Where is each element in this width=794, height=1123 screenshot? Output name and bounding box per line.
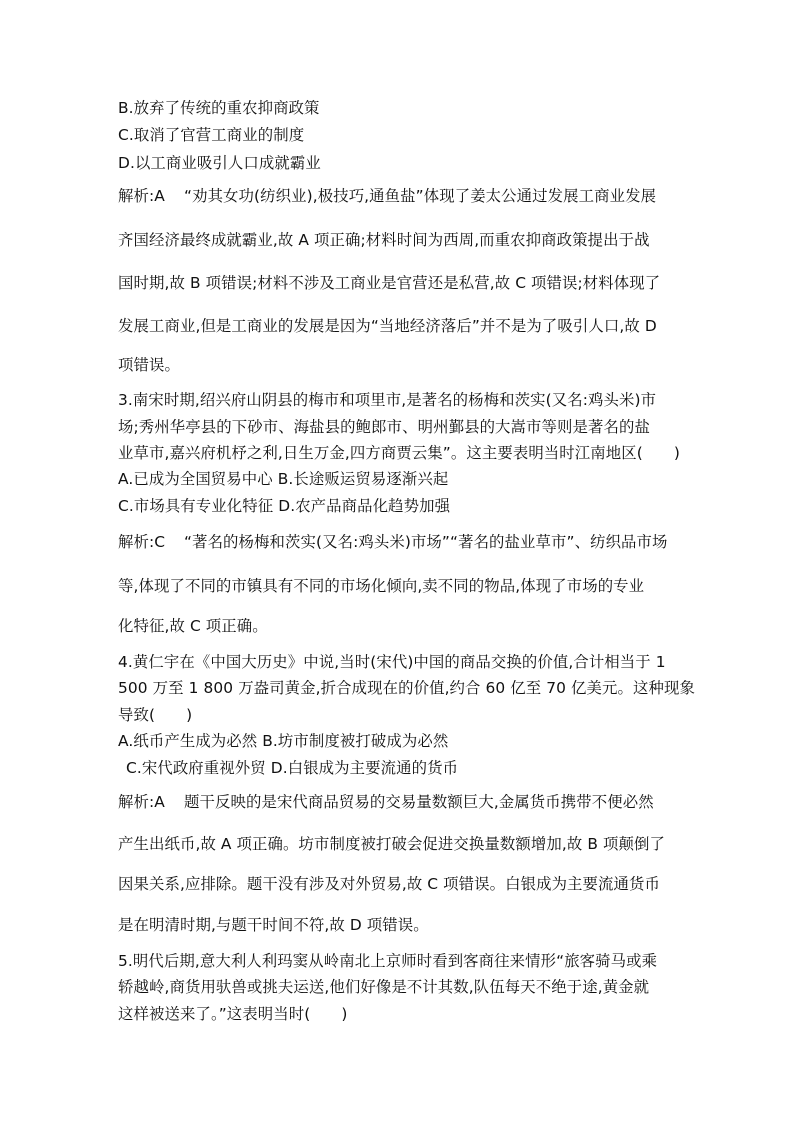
q5-stem-line-1: 5.明代后期,意大利人利玛窦从岭南北上京师时看到客商往来情形“旅客骑马或乘 xyxy=(118,952,658,970)
q3-analysis-line-1 xyxy=(118,532,668,552)
q4-analysis-line-1 xyxy=(118,792,654,812)
q2-analysis-label: 解析:A xyxy=(118,187,165,205)
q2-option-c: C.取消了官营工商业的制度 xyxy=(118,126,305,144)
q3-options-cd: C.市场具有专业化特征 D.农产品商品化趋势加强 xyxy=(118,497,451,515)
q4-analysis-line-2: 产生出纸币,故 A 项正确。坊市制度被打破会促进交换量数额增加,故 B 项颠倒了 xyxy=(118,835,665,853)
q4-options-ab: A.纸币产生成为必然 B.坊市制度被打破成为必然 xyxy=(118,732,449,750)
q5-stem-line-2: 轿越岭,商货用驮兽或挑夫运送,他们好像是不计其数,队伍每天不绝于途,黄金就 xyxy=(118,978,650,996)
q3-analysis-line-2: 等,体现了不同的市镇具有不同的市场化倾向,卖不同的物品,体现了市场的专业 xyxy=(118,577,645,595)
q4-options-cd: C.宋代政府重视外贸 D.白银成为主要流通的货币 xyxy=(126,759,459,777)
q3-analysis-label: 解析:C xyxy=(118,533,166,551)
q2-option-d: D.以工商业吸引人口成就霸业 xyxy=(118,154,321,172)
q2-option-b: B.放弃了传统的重农抑商政策 xyxy=(118,99,320,117)
q2-analysis-line-5: 项错误。 xyxy=(118,356,180,374)
q2-analysis-line-1 xyxy=(118,186,656,206)
q2-analysis-line-2: 齐国经济最终成就霸业,故 A 项正确;材料时间为西周,而重农抑商政策提出于战 xyxy=(118,231,650,249)
q4-stem-line-3: 导致( ) xyxy=(118,706,193,724)
q4-analysis-line-4: 是在明清时期,与题干时间不符,故 D 项错误。 xyxy=(118,916,429,934)
q4-analysis-line-3: 因果关系,应排除。题干没有涉及对外贸易,故 C 项错误。白银成为主要流通货币 xyxy=(118,875,661,893)
q2-analysis-line-3: 国时期,故 B 项错误;材料不涉及工商业是官营还是私营,故 C 项错误;材料体现了 xyxy=(118,274,661,292)
q3-analysis-line-3: 化特征,故 C 项正确。 xyxy=(118,617,268,635)
q3-options-ab: A.已成为全国贸易中心 B.长途贩运贸易逐渐兴起 xyxy=(118,470,449,488)
q4-stem-line-2: 500 万至 1 800 万盎司黄金,折合成现在的价值,约合 60 亿至 70 亿美元。这种现象 xyxy=(118,679,695,697)
q3-stem-line-2: 场;秀州华亭县的下砂市、海盐县的鲍郎市、明州鄞县的大嵩市等则是著名的盐 xyxy=(118,418,650,436)
q5-stem-line-3: 这样被送来了。”这表明当时( ) xyxy=(118,1005,348,1023)
q2-analysis-line-4: 发展工商业,但是工商业的发展是因为“当地经济落后”并不是为了吸引人口,故 D xyxy=(118,317,657,335)
q4-stem-line-1: 4.黄仁宇在《中国大历史》中说,当时(宋代)中国的商品交换的价值,合计相当于 1 xyxy=(118,653,666,671)
q4-analysis-label: 解析:A xyxy=(118,793,165,811)
q3-stem-line-3: 业草市,嘉兴府机杼之利,日生万金,四方商贾云集”。这主要表明当时江南地区( ) xyxy=(118,444,680,462)
q4-analysis-text-1: 题干反映的是宋代商品贸易的交易量数额巨大,金属货币携带不便必然 xyxy=(184,793,654,811)
q3-analysis-text-1: “著名的杨梅和茨实(又名:鸡头米)市场”“著名的盐业草市”、纺织品市场 xyxy=(184,533,668,551)
q2-analysis-text-1: “劝其女功(纺织业),极技巧,通鱼盐”体现了姜太公通过发展工商业发展 xyxy=(184,187,657,205)
q3-stem-line-1: 3.南宋时期,绍兴府山阴县的梅市和项里市,是著名的杨梅和茨实(又名:鸡头米)市 xyxy=(118,391,657,409)
